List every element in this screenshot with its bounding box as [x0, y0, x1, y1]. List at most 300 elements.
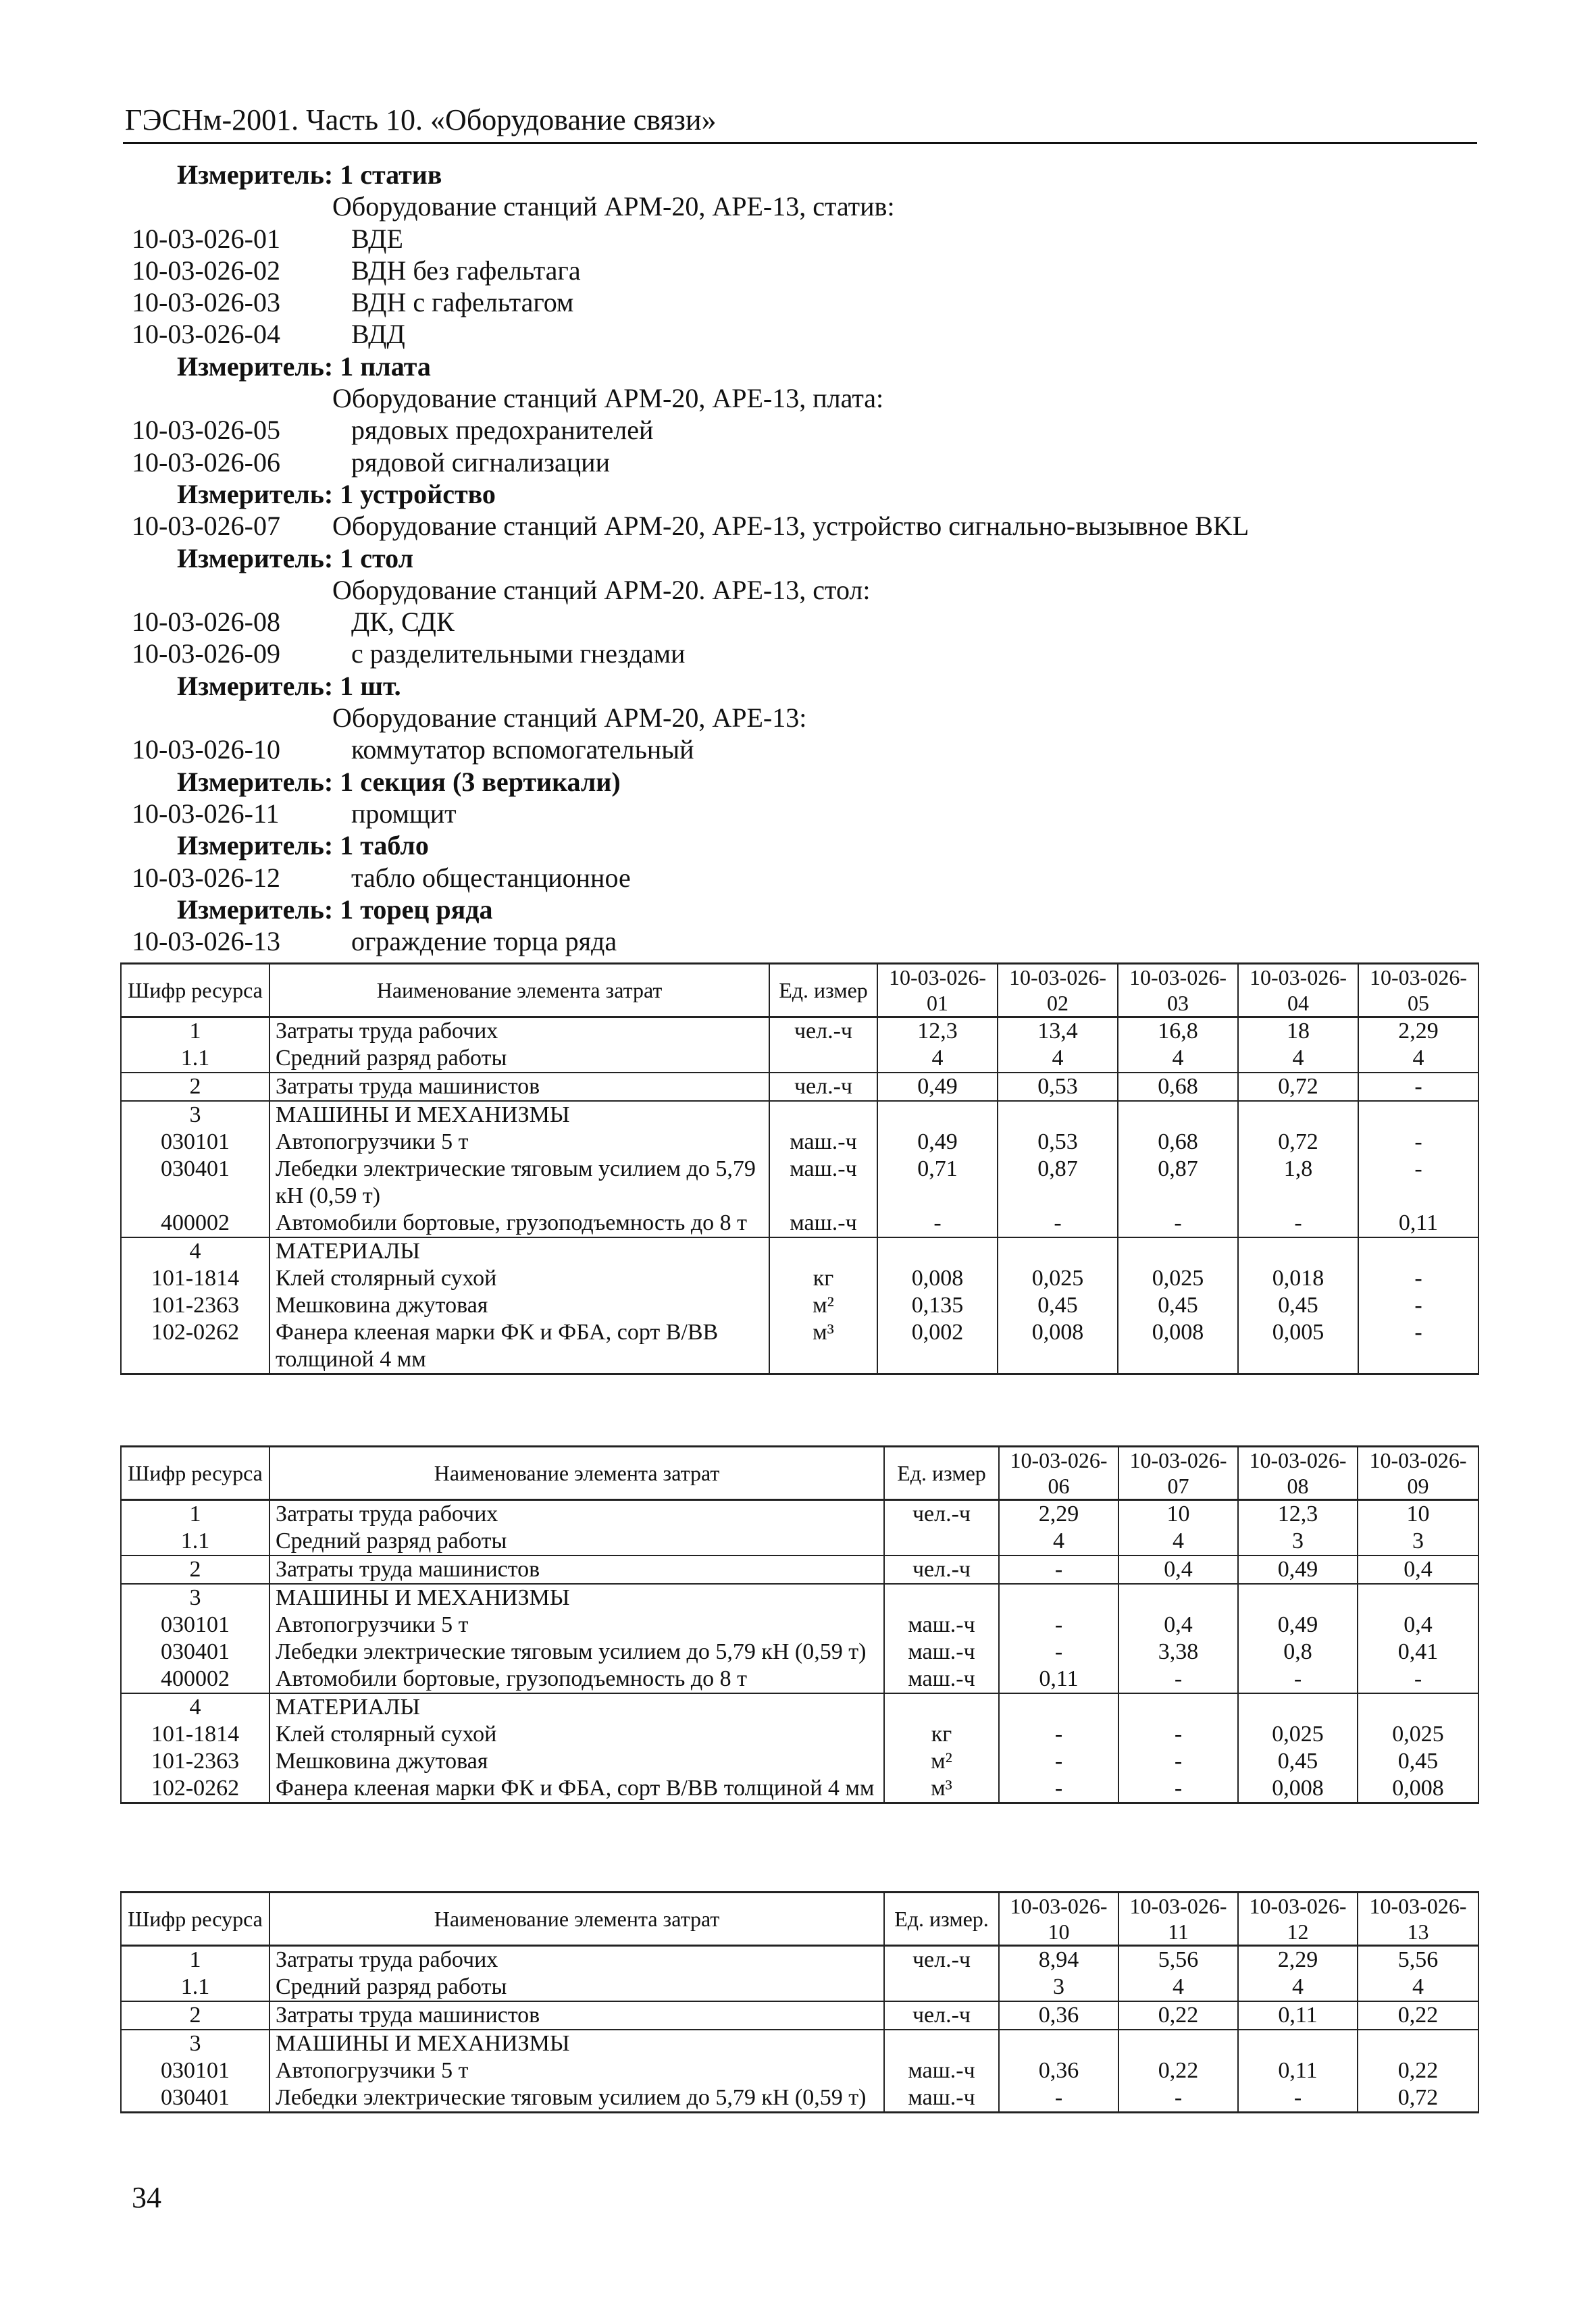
value-cell: 0,025 — [998, 1265, 1118, 1292]
value-cell: - — [1238, 1210, 1358, 1237]
table-row — [121, 1265, 1478, 1292]
norm-name: промщит — [351, 798, 457, 829]
value-cell: 13,4 — [998, 1017, 1118, 1046]
table-header-row — [121, 964, 1478, 1017]
norm-name: рядовой сигнализации — [351, 446, 610, 478]
value-cell: 3,38 — [1118, 1639, 1238, 1666]
table-row — [121, 1612, 1478, 1639]
meter-label: Измеритель: — [177, 478, 334, 509]
norm-code: 10-03-026-11 — [132, 798, 280, 829]
resource-name-cell: МАТЕРИАЛЫ — [269, 1237, 769, 1265]
unit-cell: м² — [769, 1292, 877, 1319]
value-cell: 0,36 — [999, 2057, 1118, 2084]
table-row — [121, 2084, 1478, 2113]
table-row — [121, 1101, 1478, 1129]
meter-line — [132, 478, 1476, 510]
value-cell: 5,56 — [1118, 1946, 1238, 1974]
value-cell — [1118, 2030, 1238, 2057]
value-cell — [1358, 1101, 1478, 1129]
meter-line — [132, 159, 1476, 190]
resource-name-cell: Автомобили бортовые, грузоподъемность до 8 т — [269, 1666, 884, 1693]
value-cell: 0,45 — [998, 1292, 1118, 1319]
resource-name-cell: Клей столярный сухой — [269, 1265, 769, 1292]
resource-name-cell: Автопогрузчики 5 т — [269, 2057, 884, 2084]
value-cell: 0,11 — [1238, 2001, 1358, 2030]
col-norm-header: 10-03-026-11 — [1118, 1893, 1238, 1946]
norm-item — [132, 510, 1476, 542]
norm-code: 10-03-026-12 — [132, 862, 280, 893]
col-norm-header: 10-03-026-05 — [1358, 964, 1478, 1017]
norm-name: коммутатор вспомогательный — [351, 734, 694, 765]
value-cell — [877, 1101, 998, 1129]
value-cell: - — [1358, 1265, 1478, 1292]
unit-cell: чел.-ч — [884, 1500, 999, 1528]
page-number: 34 — [132, 2181, 161, 2214]
norm-specifications — [132, 159, 1476, 957]
value-cell: - — [999, 2084, 1118, 2113]
table-row — [121, 1555, 1478, 1584]
norm-code: 10-03-026-08 — [132, 607, 280, 638]
table-row — [121, 1500, 1478, 1528]
value-cell: - — [999, 1555, 1118, 1584]
value-cell: - — [1358, 1129, 1478, 1156]
value-cell: 0,4 — [1118, 1555, 1238, 1584]
norm-code: 10-03-026-06 — [132, 446, 280, 478]
value-cell: 12,3 — [1238, 1500, 1358, 1528]
col-norm-header: 10-03-026-13 — [1358, 1893, 1478, 1946]
resource-name-cell: МАТЕРИАЛЫ — [269, 1693, 884, 1721]
value-cell: 4 — [877, 1045, 998, 1073]
unit-cell — [884, 1693, 999, 1721]
norm-name: ВДН с гафельтагом — [351, 287, 574, 318]
meter-value: 1 секция (3 вертикали) — [340, 766, 621, 797]
resource-name-cell: Средний разряд работы — [269, 1045, 769, 1073]
resource-code-cell: 4 — [121, 1693, 269, 1721]
col-name-header: Наименование элемента затрат — [269, 964, 769, 1017]
resource-code-cell: 101-2363 — [121, 1748, 269, 1775]
value-cell: 8,94 — [999, 1946, 1118, 1974]
meter-label: Измеритель: — [177, 670, 334, 701]
value-cell — [877, 1237, 998, 1265]
value-cell: 4 — [1358, 1045, 1478, 1073]
table-row — [121, 1748, 1478, 1775]
value-cell: 0,45 — [1358, 1748, 1478, 1775]
resource-code-cell: 030401 — [121, 1156, 269, 1210]
resource-name-cell: МАШИНЫ И МЕХАНИЗМЫ — [269, 2030, 884, 2057]
resource-code-cell: 030101 — [121, 1129, 269, 1156]
table-row — [121, 1210, 1478, 1237]
resource-name-cell: Мешковина джутовая — [269, 1748, 884, 1775]
value-cell: 0,008 — [1358, 1775, 1478, 1803]
value-cell: 0,45 — [1238, 1292, 1358, 1319]
norm-item — [132, 606, 1476, 638]
value-cell: 4 — [998, 1045, 1118, 1073]
resource-name-cell: Средний разряд работы — [269, 1974, 884, 2001]
norm-code: 10-03-026-02 — [132, 255, 280, 286]
unit-cell — [769, 1237, 877, 1265]
resource-name-cell: Средний разряд работы — [269, 1528, 884, 1555]
value-cell: 0,72 — [1238, 1073, 1358, 1101]
norm-name: ДК, СДК — [351, 607, 455, 638]
col-unit-header: Ед. измер — [769, 964, 877, 1017]
value-cell: 3 — [999, 1974, 1118, 2001]
table-row — [121, 1775, 1478, 1803]
header-rule — [123, 142, 1477, 144]
value-cell: 0,72 — [1238, 1129, 1358, 1156]
resource-name-cell: Фанера клееная марки ФК и ФБА, сорт В/ВВ толщиной 4 мм — [269, 1775, 884, 1803]
resource-code-cell: 1.1 — [121, 1974, 269, 2001]
value-cell: 4 — [1118, 1045, 1238, 1073]
value-cell: 0,4 — [1358, 1555, 1478, 1584]
meter-value: 1 табло — [340, 830, 429, 861]
value-cell: 4 — [1238, 1974, 1358, 2001]
meter-label: Измеритель: — [177, 351, 334, 382]
table-row — [121, 2001, 1478, 2030]
resource-code-cell: 030401 — [121, 2084, 269, 2113]
value-cell: 0,008 — [877, 1265, 998, 1292]
value-cell: 0,68 — [1118, 1129, 1238, 1156]
value-cell — [1118, 1584, 1238, 1612]
value-cell: 0,87 — [1118, 1156, 1238, 1210]
value-cell: 0,49 — [1238, 1612, 1358, 1639]
norm-item — [132, 734, 1476, 765]
value-cell: 3 — [1358, 1528, 1478, 1555]
meter-line — [132, 766, 1476, 798]
value-cell: 0,002 — [877, 1319, 998, 1374]
resource-code-cell: 1 — [121, 1946, 269, 1974]
unit-cell — [769, 1045, 877, 1073]
meter-value: 1 стол — [340, 542, 414, 573]
resource-name-cell: Лебедки электрические тяговым усилием до 5,79 кН (0,59 т) — [269, 1156, 769, 1210]
value-cell: 0,72 — [1358, 2084, 1478, 2113]
value-cell: 4 — [1118, 1974, 1238, 2001]
unit-cell: м³ — [884, 1775, 999, 1803]
unit-cell — [884, 1528, 999, 1555]
resource-name-cell: Затраты труда машинистов — [269, 2001, 884, 2030]
resource-code-cell: 3 — [121, 1584, 269, 1612]
resource-table-1 — [120, 962, 1479, 1375]
table-row — [121, 1974, 1478, 2001]
table-header-row — [121, 1447, 1478, 1500]
table-row — [121, 1528, 1478, 1555]
value-cell: 3 — [1238, 1528, 1358, 1555]
meter-value: 1 шт. — [340, 670, 401, 701]
col-norm-header: 10-03-026-03 — [1118, 964, 1238, 1017]
value-cell: - — [1118, 1775, 1238, 1803]
value-cell — [1358, 2030, 1478, 2057]
value-cell: - — [1238, 1666, 1358, 1693]
unit-cell: маш.-ч — [769, 1156, 877, 1210]
value-cell: 0,22 — [1118, 2001, 1238, 2030]
resource-name-cell: МАШИНЫ И МЕХАНИЗМЫ — [269, 1101, 769, 1129]
norm-code: 10-03-026-05 — [132, 415, 280, 446]
resource-name-cell: Мешковина джутовая — [269, 1292, 769, 1319]
resource-code-cell: 2 — [121, 1073, 269, 1101]
value-cell: 0,22 — [1118, 2057, 1238, 2084]
resource-code-cell: 2 — [121, 1555, 269, 1584]
norm-item — [132, 318, 1476, 350]
col-norm-header: 10-03-026-02 — [998, 964, 1118, 1017]
norm-code: 10-03-026-04 — [132, 319, 280, 350]
norm-name: ограждение торца ряда — [351, 926, 617, 957]
meter-label: Измеритель: — [177, 766, 334, 797]
col-unit-header: Ед. измер — [884, 1447, 999, 1500]
group-title: Оборудование станций АРМ-20, АРЕ-13: — [332, 702, 807, 734]
col-name-header: Наименование элемента затрат — [269, 1447, 884, 1500]
table-row — [121, 1017, 1478, 1046]
value-cell: 10 — [1118, 1500, 1238, 1528]
value-cell: 4 — [1358, 1974, 1478, 2001]
meter-line — [132, 829, 1476, 861]
resource-code-cell: 2 — [121, 2001, 269, 2030]
unit-cell: чел.-ч — [769, 1073, 877, 1101]
unit-cell: маш.-ч — [884, 1666, 999, 1693]
meter-label: Измеритель: — [177, 830, 334, 861]
value-cell: 0,025 — [1358, 1721, 1478, 1748]
value-cell — [998, 1237, 1118, 1265]
resource-name-cell: МАШИНЫ И МЕХАНИЗМЫ — [269, 1584, 884, 1612]
unit-cell: кг — [769, 1265, 877, 1292]
resource-code-cell: 101-1814 — [121, 1721, 269, 1748]
value-cell — [1238, 1237, 1358, 1265]
value-cell: 2,29 — [1358, 1017, 1478, 1046]
unit-cell: маш.-ч — [769, 1129, 877, 1156]
value-cell: - — [1238, 2084, 1358, 2113]
value-cell: - — [1358, 1156, 1478, 1210]
value-cell: - — [1118, 2084, 1238, 2113]
col-code-header: Шифр ресурса — [121, 1447, 269, 1500]
group-title: Оборудование станций АРМ-20, АРЕ-13, статив: — [332, 191, 895, 222]
unit-cell: маш.-ч — [884, 2084, 999, 2113]
value-cell: 0,71 — [877, 1156, 998, 1210]
value-cell: - — [1358, 1319, 1478, 1374]
unit-cell: чел.-ч — [884, 1555, 999, 1584]
unit-cell — [884, 1974, 999, 2001]
value-cell: 0,018 — [1238, 1265, 1358, 1292]
value-cell: - — [999, 1748, 1118, 1775]
value-cell: - — [999, 1775, 1118, 1803]
meter-line — [132, 670, 1476, 702]
value-cell — [998, 1101, 1118, 1129]
value-cell: 0,22 — [1358, 2057, 1478, 2084]
unit-cell: чел.-ч — [769, 1017, 877, 1046]
norm-code: 10-03-026-03 — [132, 287, 280, 318]
col-norm-header: 10-03-026-07 — [1118, 1447, 1238, 1500]
resource-code-cell: 3 — [121, 2030, 269, 2057]
unit-cell: маш.-ч — [769, 1210, 877, 1237]
value-cell: 10 — [1358, 1500, 1478, 1528]
norm-name: ВДД — [351, 319, 405, 350]
resource-code-cell: 400002 — [121, 1666, 269, 1693]
norm-name: ВДН без гафельтага — [351, 255, 581, 286]
col-norm-header: 10-03-026-12 — [1238, 1893, 1358, 1946]
value-cell: 0,4 — [1358, 1612, 1478, 1639]
value-cell: 0,53 — [998, 1073, 1118, 1101]
value-cell: 0,008 — [998, 1319, 1118, 1374]
unit-cell — [884, 2030, 999, 2057]
value-cell: 5,56 — [1358, 1946, 1478, 1974]
table-row — [121, 1584, 1478, 1612]
value-cell — [1358, 1693, 1478, 1721]
value-cell — [1238, 1693, 1358, 1721]
norm-name: рядовых предохранителей — [351, 415, 654, 446]
meter-value: 1 плата — [340, 351, 431, 382]
norm-name: Оборудование станций АРМ-20, АРЕ-13, устройство сигнально-вызывное BKL — [332, 511, 1250, 542]
value-cell: 18 — [1238, 1017, 1358, 1046]
unit-cell: м² — [884, 1748, 999, 1775]
value-cell: 0,53 — [998, 1129, 1118, 1156]
value-cell: 0,22 — [1358, 2001, 1478, 2030]
unit-cell — [769, 1101, 877, 1129]
norm-item — [132, 925, 1476, 957]
col-norm-header: 10-03-026-06 — [999, 1447, 1118, 1500]
col-norm-header: 10-03-026-10 — [999, 1893, 1118, 1946]
value-cell: 0,36 — [999, 2001, 1118, 2030]
resource-name-cell: Автопогрузчики 5 т — [269, 1129, 769, 1156]
norm-item — [132, 414, 1476, 446]
value-cell — [1118, 1237, 1238, 1265]
norm-item — [132, 255, 1476, 286]
page-header: ГЭСНм-2001. Часть 10. «Оборудование связи» — [125, 103, 717, 136]
meter-value: 1 статив — [340, 159, 442, 190]
value-cell: - — [999, 1639, 1118, 1666]
value-cell: 0,025 — [1118, 1265, 1238, 1292]
norm-item — [132, 798, 1476, 829]
table-row — [121, 1045, 1478, 1073]
meter-label: Измеритель: — [177, 159, 334, 190]
value-cell: - — [877, 1210, 998, 1237]
value-cell: 0,4 — [1118, 1612, 1238, 1639]
meter-line — [132, 894, 1476, 925]
resource-name-cell: Затраты труда машинистов — [269, 1073, 769, 1101]
col-name-header: Наименование элемента затрат — [269, 1893, 884, 1946]
value-cell: 0,005 — [1238, 1319, 1358, 1374]
value-cell: 0,41 — [1358, 1639, 1478, 1666]
value-cell — [1238, 1584, 1358, 1612]
resource-code-cell: 102-0262 — [121, 1775, 269, 1803]
table-row — [121, 1666, 1478, 1693]
value-cell — [1238, 2030, 1358, 2057]
value-cell: 0,8 — [1238, 1639, 1358, 1666]
table-row — [121, 1639, 1478, 1666]
norm-name: ВДЕ — [351, 223, 403, 254]
norm-item — [132, 286, 1476, 318]
value-cell: 16,8 — [1118, 1017, 1238, 1046]
norm-name: с разделительными гнездами — [351, 638, 686, 669]
group-title: Оборудование станций АРМ-20, АРЕ-13, плата: — [332, 383, 884, 414]
col-code-header: Шифр ресурса — [121, 964, 269, 1017]
resource-table-2 — [120, 1445, 1479, 1804]
value-cell: 0,68 — [1118, 1073, 1238, 1101]
value-cell — [1358, 1584, 1478, 1612]
resource-name-cell: Лебедки электрические тяговым усилием до 5,79 кН (0,59 т) — [269, 1639, 884, 1666]
unit-cell: кг — [884, 1721, 999, 1748]
unit-cell: маш.-ч — [884, 1612, 999, 1639]
meter-label: Измеритель: — [177, 894, 334, 925]
resource-name-cell: Затраты труда машинистов — [269, 1555, 884, 1584]
table-row — [121, 1292, 1478, 1319]
norm-code: 10-03-026-09 — [132, 638, 280, 669]
value-cell: 0,49 — [877, 1073, 998, 1101]
table-header-row — [121, 1893, 1478, 1946]
value-cell: 0,87 — [998, 1156, 1118, 1210]
norm-item — [132, 223, 1476, 255]
value-cell: 4 — [999, 1528, 1118, 1555]
table-row — [121, 1721, 1478, 1748]
col-norm-header: 10-03-026-09 — [1358, 1447, 1478, 1500]
value-cell: 0,11 — [999, 1666, 1118, 1693]
resource-name-cell: Затраты труда рабочих — [269, 1946, 884, 1974]
col-norm-header: 10-03-026-04 — [1238, 964, 1358, 1017]
resource-code-cell: 101-2363 — [121, 1292, 269, 1319]
meter-line — [132, 351, 1476, 382]
value-cell: 2,29 — [1238, 1946, 1358, 1974]
value-cell: 0,49 — [877, 1129, 998, 1156]
value-cell: 12,3 — [877, 1017, 998, 1046]
norm-item — [132, 446, 1476, 478]
norm-code: 10-03-026-01 — [132, 223, 280, 254]
value-cell: 4 — [1238, 1045, 1358, 1073]
norm-item — [132, 862, 1476, 894]
norm-code: 10-03-026-07 — [132, 511, 280, 542]
value-cell: 0,008 — [1118, 1319, 1238, 1374]
resource-name-cell: Автомобили бортовые, грузоподъемность до 8 т — [269, 1210, 769, 1237]
table-row — [121, 2057, 1478, 2084]
resource-code-cell: 1.1 — [121, 1045, 269, 1073]
value-cell — [999, 1693, 1118, 1721]
unit-cell: чел.-ч — [884, 2001, 999, 2030]
resource-name-cell: Автопогрузчики 5 т — [269, 1612, 884, 1639]
value-cell: 0,008 — [1238, 1775, 1358, 1803]
unit-cell: маш.-ч — [884, 1639, 999, 1666]
resource-code-cell: 1 — [121, 1500, 269, 1528]
resource-code-cell: 4 — [121, 1237, 269, 1265]
value-cell: 0,135 — [877, 1292, 998, 1319]
value-cell: - — [1118, 1721, 1238, 1748]
value-cell — [1358, 1237, 1478, 1265]
value-cell: - — [999, 1721, 1118, 1748]
unit-cell: чел.-ч — [884, 1946, 999, 1974]
norm-code: 10-03-026-10 — [132, 734, 280, 765]
col-unit-header: Ед. измер. — [884, 1893, 999, 1946]
table-row — [121, 1073, 1478, 1101]
value-cell: - — [1358, 1073, 1478, 1101]
value-cell — [1118, 1101, 1238, 1129]
value-cell — [999, 2030, 1118, 2057]
resource-code-cell: 101-1814 — [121, 1265, 269, 1292]
resource-name-cell: Лебедки электрические тяговым усилием до 5,79 кН (0,59 т) — [269, 2084, 884, 2113]
value-cell: 0,45 — [1238, 1748, 1358, 1775]
norm-name: табло общестанционное — [351, 862, 631, 893]
resource-code-cell: 1.1 — [121, 1528, 269, 1555]
value-cell: 0,49 — [1238, 1555, 1358, 1584]
resource-code-cell: 030101 — [121, 2057, 269, 2084]
resource-table-3 — [120, 1891, 1479, 2113]
norm-code: 10-03-026-13 — [132, 926, 280, 957]
table-row — [121, 1129, 1478, 1156]
value-cell: 0,45 — [1118, 1292, 1238, 1319]
value-cell — [1118, 1693, 1238, 1721]
resource-name-cell: Фанера клееная марки ФК и ФБА, сорт В/ВВ толщиной 4 мм — [269, 1319, 769, 1374]
unit-cell: маш.-ч — [884, 2057, 999, 2084]
value-cell: - — [1358, 1666, 1478, 1693]
resource-code-cell: 102-0262 — [121, 1319, 269, 1374]
value-cell: - — [1358, 1292, 1478, 1319]
table-row — [121, 1319, 1478, 1374]
value-cell: 0,11 — [1238, 2057, 1358, 2084]
table-row — [121, 1237, 1478, 1265]
col-norm-header: 10-03-026-01 — [877, 964, 998, 1017]
